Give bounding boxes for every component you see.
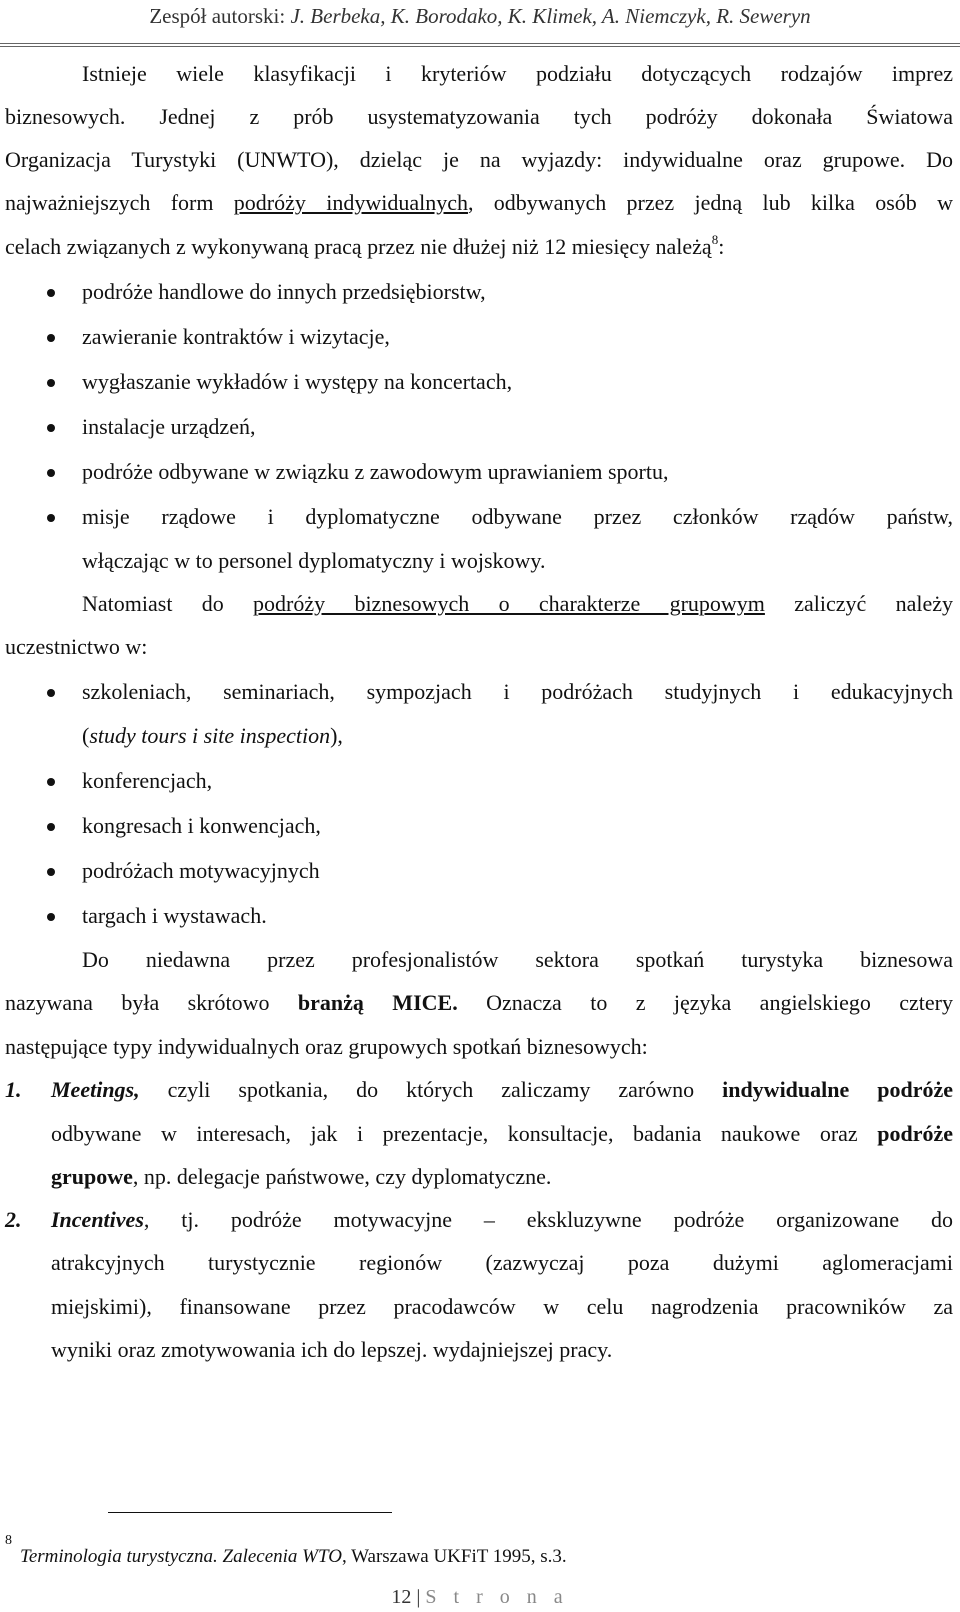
footnote-number: 8 <box>5 1533 12 1548</box>
study-tours-term: study tours i site inspection <box>89 723 331 748</box>
indywidualne-term: podróży indywidualnych <box>233 190 468 215</box>
bullet-icon <box>47 778 55 786</box>
indywidualne-bold: indywidualne podróże <box>722 1077 953 1102</box>
para1-line5-text: celach związanych z wykonywaną pracą przez nie dłużej niż 12 miesięcy należą <box>5 234 712 259</box>
para3-line3: następujące typy indywidualnych oraz grupowych spotkań biznesowych: <box>5 1034 648 1059</box>
footnote-rest: , Warszawa UKFiT 1995, s.3. <box>341 1546 567 1567</box>
para1-line5-end: : <box>718 234 725 259</box>
numbered-item-2-line2: atrakcyjnych turystycznie regionów (zazwyczaj poza dużymi aglomeracjami <box>51 1250 953 1275</box>
paren-close: ), <box>330 723 343 748</box>
list1-item-continuation: włączając w to personel dyplomatyczny i wojskowy. <box>82 548 546 573</box>
list2-item: podróżach motywacyjnych <box>82 858 320 883</box>
bullet-icon <box>47 868 55 876</box>
page-label: S t r o n a <box>425 1586 569 1608</box>
para3-line2-end: Oznacza to z języka angielskiego cztery <box>457 990 954 1015</box>
para2-line1-end: zaliczyć należy <box>764 591 953 616</box>
bullet-icon <box>47 469 55 477</box>
para3-line2-start: nazywana była skrótowo <box>5 990 298 1015</box>
bullet-icon <box>47 379 55 387</box>
paren-open: ( <box>82 723 90 748</box>
list1-item: misje rządowe i dyplomatyczne odbywane przez członków rządów państw, <box>82 504 953 529</box>
bullet-icon <box>47 424 55 432</box>
podroze-bold: podróże <box>877 1121 953 1146</box>
meetings-text-3: , np. delegacje państwowe, czy dyplomatyczne. <box>132 1164 552 1189</box>
list2-item: konferencjach, <box>82 768 213 793</box>
header-authors: J. Berbeka, K. Borodako, K. Klimek, A. Niemczyk, R. Seweryn <box>290 4 811 28</box>
para1-line4 <box>5 189 953 217</box>
bullet-icon <box>47 823 55 831</box>
grupowe-bold: grupowe <box>51 1164 133 1189</box>
para1-line4-start: najważniejszych form <box>5 190 234 215</box>
list-number: 2. <box>5 1207 22 1232</box>
bullet-icon <box>47 289 55 297</box>
header-rule <box>0 43 960 47</box>
list1-item: wygłaszanie wykładów i występy na koncertach, <box>82 369 513 394</box>
numbered-item-1-line2 <box>51 1120 953 1148</box>
incentives-text: , tj. podróże motywacyjne – ekskluzywne podróże organizowane do <box>143 1207 953 1232</box>
meetings-term: Meetings, <box>51 1077 140 1102</box>
grupowe-term: podróży biznesowych o charakterze grupowym <box>253 591 765 616</box>
page-header <box>0 2 960 42</box>
para1-line3: Organizacja Turystyki (UNWTO), dzieląc je na wyjazdy: indywidualne oraz grupowe. Do <box>5 147 953 172</box>
meetings-text: czyli spotkania, do których zaliczamy zarówno <box>139 1077 723 1102</box>
footnote-text <box>20 1545 567 1569</box>
numbered-item-1-line3 <box>51 1163 953 1191</box>
list1-item: instalacje urządzeń, <box>82 414 256 439</box>
para2-line1-start: Natomiast do <box>82 591 254 616</box>
para1-line5 <box>5 233 953 261</box>
list1-item: zawieranie kontraktów i wizytacje, <box>82 324 390 349</box>
list2-item: szkoleniach, seminariach, sympozjach i podróżach studyjnych i edukacyjnych <box>82 679 953 704</box>
para2-line1 <box>82 590 953 618</box>
para1-line2: biznesowych. Jednej z prób usystematyzowania tych podróży dokonała Światowa <box>5 104 953 129</box>
list2-item: targach i wystawach. <box>82 903 267 928</box>
list-number: 1. <box>5 1077 22 1102</box>
footnote-ref: 8 <box>711 232 719 247</box>
para3-line2 <box>5 989 953 1017</box>
page-number-value: 12 | <box>391 1586 426 1608</box>
list2-item-continuation <box>82 722 953 750</box>
para1-line1: Istnieje wiele klasyfikacji i kryteriów podziału dotyczących rodzajów imprez <box>82 61 953 86</box>
footnote-title: Terminologia turystyczna. Zalecenia WTO <box>20 1546 342 1567</box>
bullet-icon <box>47 689 55 697</box>
mice-term: branżą MICE. <box>297 990 458 1015</box>
list1-item: podróże odbywane w związku z zawodowym uprawianiem sportu, <box>82 459 669 484</box>
list1-item: podróże handlowe do innych przedsiębiorstw, <box>82 279 486 304</box>
header-prefix: Zespół autorski: <box>149 4 291 28</box>
footnote-rule <box>108 1512 392 1513</box>
para1-line4-end: , odbywanych przez jedną lub kilka osób w <box>467 190 953 215</box>
para2-line2: uczestnictwo w: <box>5 634 148 659</box>
numbered-item-1-line1 <box>51 1076 953 1104</box>
numbered-item-2-line1 <box>51 1206 953 1234</box>
list2-item: kongresach i konwencjach, <box>82 813 321 838</box>
incentives-term: Incentives <box>51 1207 144 1232</box>
bullet-icon <box>47 334 55 342</box>
numbered-item-2-line3: miejskimi), finansowane przez pracodawców w celu nagrodzenia pracowników za <box>51 1294 953 1319</box>
numbered-item-2-line4: wyniki oraz zmotywowania ich do lepszej. wydajniejszej pracy. <box>51 1337 613 1362</box>
page-number <box>0 1585 960 1609</box>
meetings-text-2: odbywane w interesach, jak i prezentacje, konsultacje, badania naukowe oraz <box>51 1121 878 1146</box>
bullet-icon <box>47 913 55 921</box>
bullet-icon <box>47 514 55 522</box>
para3-line1: Do niedawna przez profesjonalistów sektora spotkań turystyka biznesowa <box>82 947 953 972</box>
